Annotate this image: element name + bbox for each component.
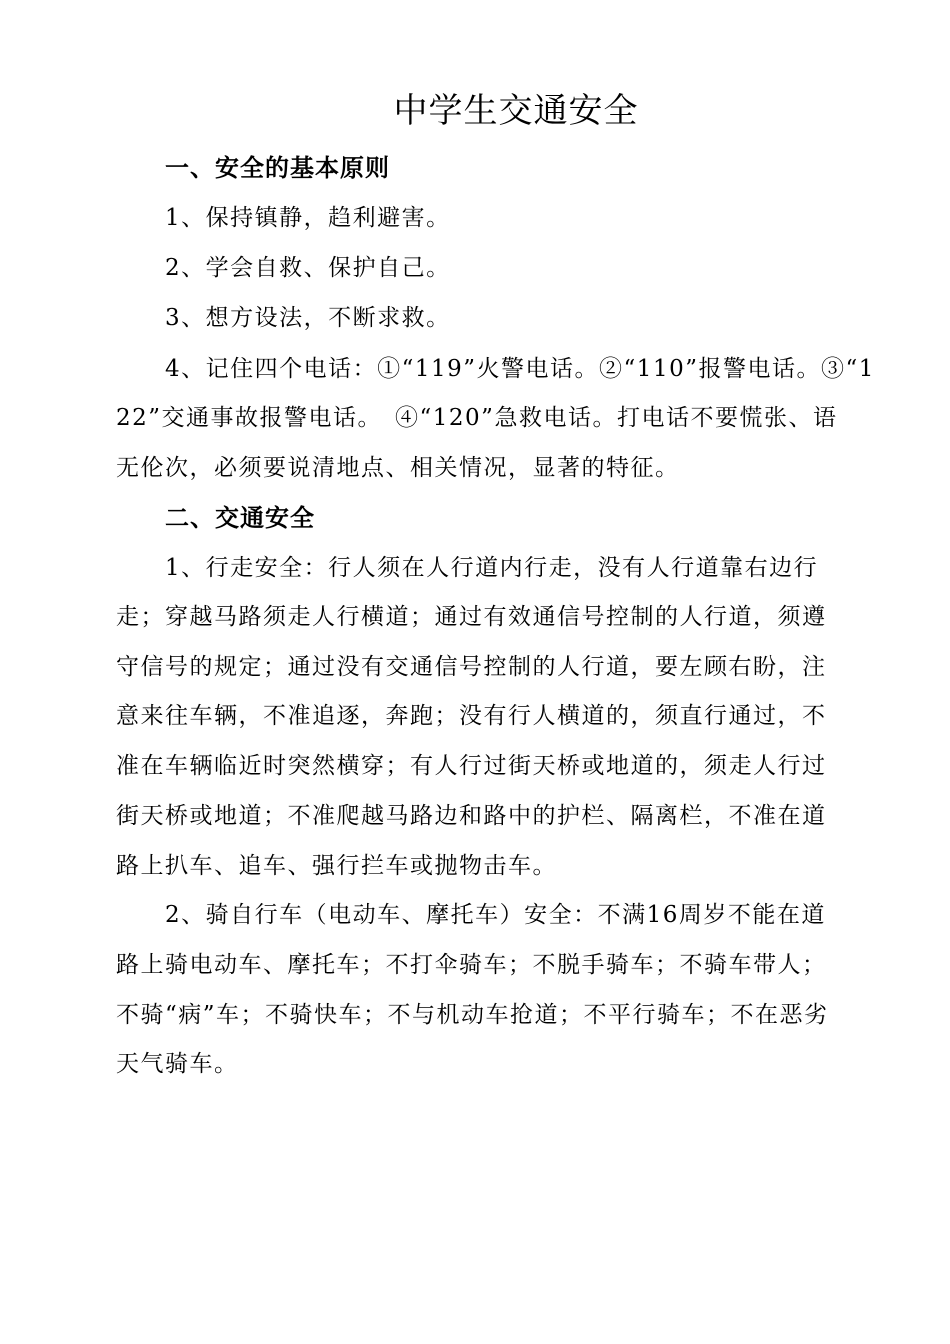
traffic-item-2-line: 不骑“病”车；不骑快车；不与机动车抢道；不平行骑车；不在恶劣 bbox=[116, 1002, 829, 1028]
principle-item-1: 1、保持镇静，趋利避害。 bbox=[165, 205, 451, 231]
traffic-item-2-line: 2、骑自行车（电动车、摩托车）安全：不满16周岁不能在道 bbox=[165, 902, 826, 928]
section-heading-principles: 一、安全的基本原则 bbox=[165, 154, 390, 182]
traffic-item-1-line: 走；穿越马路须走人行横道；通过有效通信号控制的人行道，须遵 bbox=[116, 604, 827, 630]
principle-item-4-line: 22”交通事故报警电话。 ④“120”急救电话。打电话不要慌张、语 bbox=[116, 405, 838, 431]
traffic-item-1-line: 准在车辆临近时突然横穿；有人行过街天桥或地道的，须走人行过 bbox=[116, 753, 827, 779]
principle-item-4-line: 无伦次，必须要说清地点、相关情况，显著的特征。 bbox=[116, 455, 680, 481]
traffic-item-1-line: 守信号的规定；通过没有交通信号控制的人行道，要左顾右盼，注 bbox=[116, 654, 827, 680]
traffic-item-1-line: 路上扒车、追车、强行拦车或抛物击车。 bbox=[116, 853, 557, 879]
principle-item-4-line: 4、记住四个电话：①“119”火警电话。②“110”报警电话。③“1 bbox=[165, 356, 875, 382]
traffic-item-2-line: 天气骑车。 bbox=[116, 1051, 239, 1077]
traffic-item-1-line: 街天桥或地道；不准爬越马路边和路中的护栏、隔离栏，不准在道 bbox=[116, 803, 827, 829]
principle-item-2: 2、学会自救、保护自己。 bbox=[165, 255, 451, 281]
traffic-item-1-line: 1、行走安全：行人须在人行道内行走，没有人行道靠右边行 bbox=[165, 555, 819, 581]
traffic-item-2-line: 路上骑电动车、摩托车；不打伞骑车；不脱手骑车；不骑车带人； bbox=[116, 952, 827, 978]
page-title: 中学生交通安全 bbox=[393, 91, 639, 131]
traffic-item-1-line: 意来往车辆，不准追逐，奔跑；没有行人横道的，须直行通过，不 bbox=[116, 703, 827, 729]
principle-item-3: 3、想方设法，不断求救。 bbox=[165, 305, 451, 331]
section-heading-traffic: 二、交通安全 bbox=[165, 504, 315, 532]
